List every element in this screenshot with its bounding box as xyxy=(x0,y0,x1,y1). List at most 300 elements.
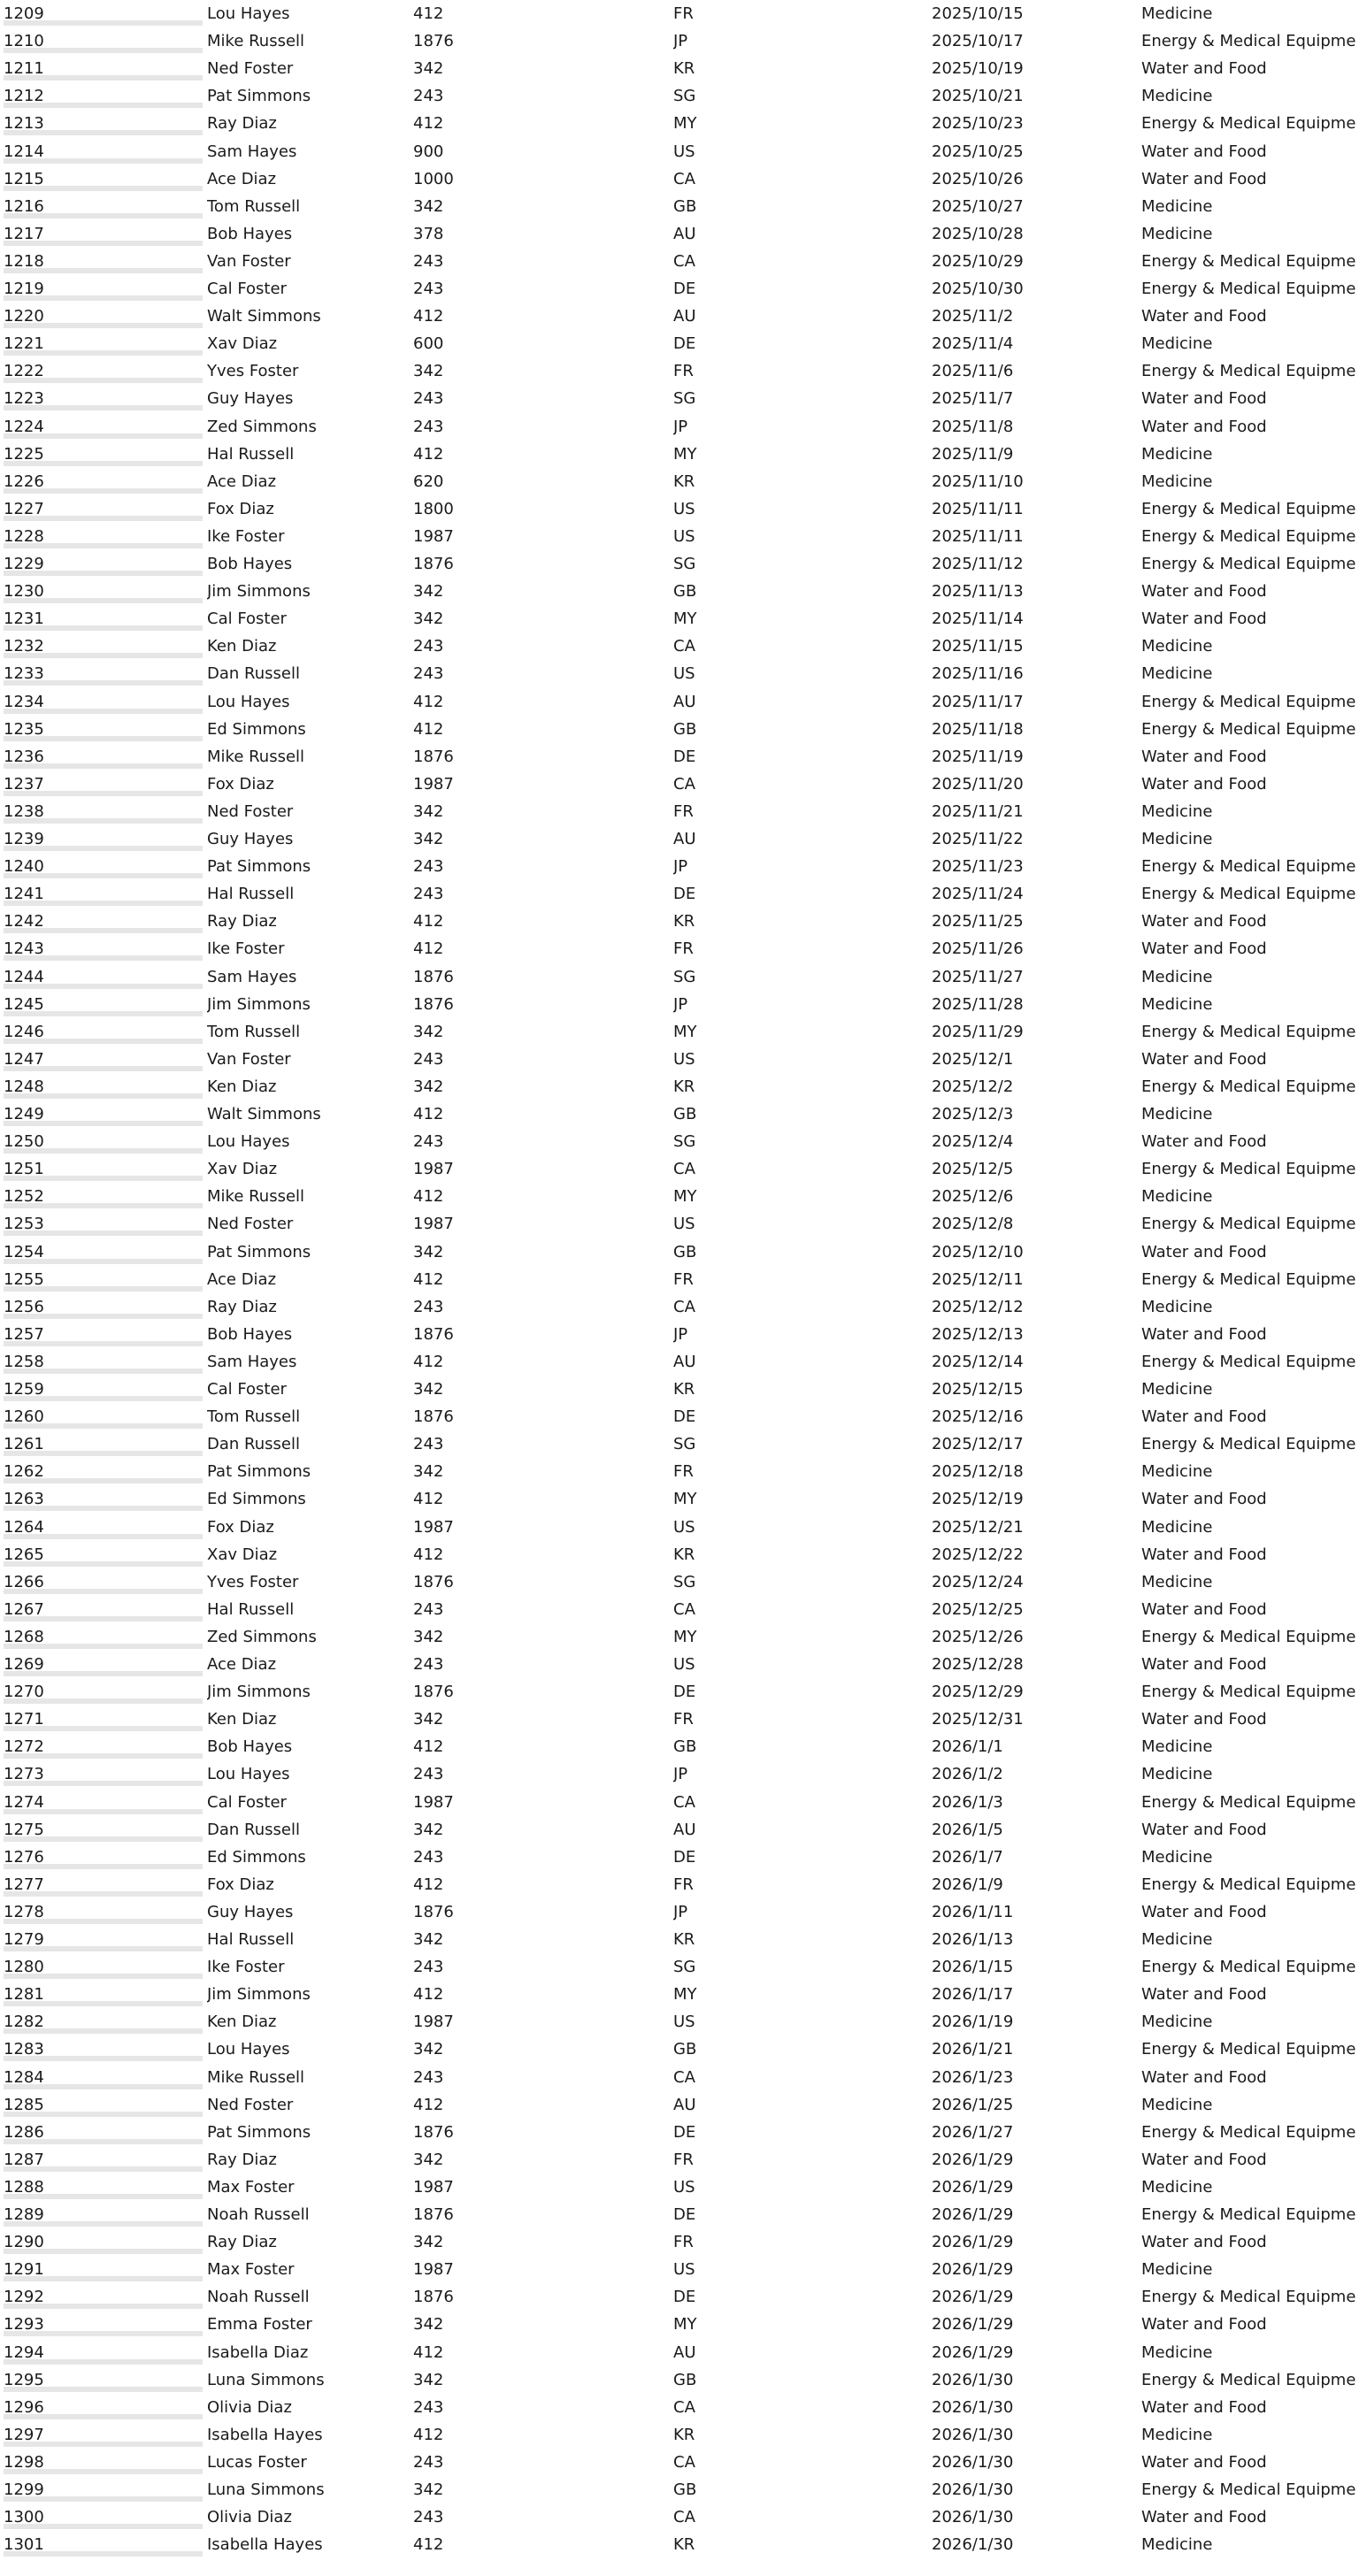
record-id-cell[interactable] xyxy=(4,1183,203,1210)
record-id-cell[interactable] xyxy=(4,1485,203,1513)
category-cell[interactable]: Water and Food xyxy=(1141,1490,1267,1509)
record-id-cell[interactable] xyxy=(4,880,203,908)
category-cell[interactable]: Medicine xyxy=(1141,1517,1213,1537)
record-id-cell[interactable] xyxy=(4,413,203,441)
category-cell[interactable]: Energy & Medical Equipme xyxy=(1141,526,1356,546)
category-cell[interactable]: Energy & Medical Equipme xyxy=(1141,1269,1356,1289)
category-cell[interactable]: Medicine xyxy=(1141,830,1213,848)
country-code-cell[interactable]: AU xyxy=(673,2095,696,2114)
quantity-cell[interactable]: 243 xyxy=(413,2067,444,2087)
date-cell[interactable]: 2025/11/7 xyxy=(932,389,1014,409)
date-cell[interactable]: 2025/12/18 xyxy=(932,1462,1024,1482)
country-code-cell[interactable]: DE xyxy=(673,1847,696,1867)
date-cell[interactable]: 2026/1/9 xyxy=(932,1874,1003,1894)
quantity-cell[interactable]: 342 xyxy=(413,1930,444,1949)
record-id-cell[interactable] xyxy=(4,1568,203,1596)
date-cell[interactable]: 2025/11/21 xyxy=(932,801,1024,821)
person-name-cell[interactable]: Ed Simmons xyxy=(207,1490,306,1509)
record-id-cell[interactable] xyxy=(4,2421,203,2449)
record-id-cell[interactable] xyxy=(4,1430,203,1458)
record-id-cell[interactable] xyxy=(4,1514,203,1541)
date-cell[interactable]: 2025/11/29 xyxy=(932,1022,1024,1041)
record-id-cell[interactable] xyxy=(4,1210,203,1238)
country-code-cell[interactable]: FR xyxy=(673,939,694,959)
country-code-cell[interactable]: JP xyxy=(673,857,688,877)
record-id-cell[interactable] xyxy=(4,138,203,165)
person-name-cell[interactable]: Jim Simmons xyxy=(207,582,311,602)
record-id-cell[interactable] xyxy=(4,55,203,82)
person-name-cell[interactable]: Ike Foster xyxy=(207,526,285,546)
category-cell[interactable]: Energy & Medical Equipme xyxy=(1141,1683,1356,1702)
category-cell[interactable]: Energy & Medical Equipme xyxy=(1141,1958,1356,1977)
quantity-cell[interactable]: 1876 xyxy=(413,2288,454,2307)
date-cell[interactable]: 2025/11/16 xyxy=(932,664,1024,684)
category-cell[interactable]: Medicine xyxy=(1141,801,1213,821)
category-cell[interactable]: Medicine xyxy=(1141,4,1213,23)
quantity-cell[interactable]: 243 xyxy=(413,417,444,436)
person-name-cell[interactable]: Zed Simmons xyxy=(207,417,317,436)
person-name-cell[interactable]: Ace Diaz xyxy=(207,472,277,491)
person-name-cell[interactable]: Ace Diaz xyxy=(207,1655,277,1674)
country-code-cell[interactable]: FR xyxy=(673,1462,694,1482)
category-cell[interactable]: Energy & Medical Equipme xyxy=(1141,555,1356,573)
quantity-cell[interactable]: 243 xyxy=(413,251,444,271)
person-name-cell[interactable]: Tom Russell xyxy=(207,196,301,216)
record-id-cell[interactable] xyxy=(4,2339,203,2366)
category-cell[interactable]: Water and Food xyxy=(1141,2397,1267,2417)
quantity-cell[interactable]: 342 xyxy=(413,2480,444,2499)
date-cell[interactable]: 2025/12/26 xyxy=(932,1627,1024,1646)
person-name-cell[interactable]: Bob Hayes xyxy=(207,1737,293,1757)
person-name-cell[interactable]: Dan Russell xyxy=(207,1435,300,1454)
person-name-cell[interactable]: Lou Hayes xyxy=(207,1132,290,1152)
country-code-cell[interactable]: JP xyxy=(673,32,688,51)
date-cell[interactable]: 2025/12/19 xyxy=(932,1490,1024,1509)
category-cell[interactable]: Energy & Medical Equipme xyxy=(1141,251,1356,271)
record-id-cell[interactable] xyxy=(4,2256,203,2283)
person-name-cell[interactable]: Fox Diaz xyxy=(207,1874,274,1894)
category-cell[interactable]: Medicine xyxy=(1141,1737,1213,1757)
date-cell[interactable]: 2025/11/6 xyxy=(932,362,1014,381)
record-id-cell[interactable] xyxy=(4,303,203,330)
country-code-cell[interactable]: DE xyxy=(673,1683,696,1702)
quantity-cell[interactable]: 900 xyxy=(413,142,444,161)
date-cell[interactable]: 2025/11/18 xyxy=(932,719,1024,739)
country-code-cell[interactable]: AU xyxy=(673,1352,696,1371)
date-cell[interactable]: 2025/11/9 xyxy=(932,444,1014,464)
category-cell[interactable]: Water and Food xyxy=(1141,610,1267,629)
person-name-cell[interactable]: Ned Foster xyxy=(207,1215,294,1234)
date-cell[interactable]: 2025/11/26 xyxy=(932,939,1024,959)
country-code-cell[interactable]: KR xyxy=(673,59,695,79)
country-code-cell[interactable]: GB xyxy=(673,2480,697,2499)
record-id-cell[interactable] xyxy=(4,2311,203,2338)
record-id-cell[interactable] xyxy=(4,1816,203,1844)
date-cell[interactable]: 2025/11/2 xyxy=(932,307,1014,326)
person-name-cell[interactable]: Pat Simmons xyxy=(207,87,311,106)
date-cell[interactable]: 2025/10/30 xyxy=(932,280,1024,298)
category-cell[interactable]: Medicine xyxy=(1141,637,1213,656)
country-code-cell[interactable]: DE xyxy=(673,280,696,298)
record-id-cell[interactable] xyxy=(4,716,203,743)
country-code-cell[interactable]: SG xyxy=(673,1958,696,1977)
category-cell[interactable]: Water and Food xyxy=(1141,939,1267,959)
date-cell[interactable]: 2026/1/29 xyxy=(932,2233,1014,2252)
category-cell[interactable]: Medicine xyxy=(1141,1105,1213,1123)
country-code-cell[interactable]: DE xyxy=(673,885,696,904)
person-name-cell[interactable]: Ray Diaz xyxy=(207,2233,277,2252)
quantity-cell[interactable]: 1987 xyxy=(413,2260,454,2280)
person-name-cell[interactable]: Ray Diaz xyxy=(207,912,277,932)
record-id-cell[interactable] xyxy=(4,523,203,550)
person-name-cell[interactable]: Pat Simmons xyxy=(207,2122,311,2142)
country-code-cell[interactable]: CA xyxy=(673,637,695,656)
record-id-cell[interactable] xyxy=(4,743,203,770)
quantity-cell[interactable]: 1987 xyxy=(413,774,454,794)
record-id-cell[interactable] xyxy=(4,1926,203,1953)
date-cell[interactable]: 2025/12/14 xyxy=(932,1352,1024,1371)
date-cell[interactable]: 2025/12/22 xyxy=(932,1545,1024,1564)
category-cell[interactable]: Energy & Medical Equipme xyxy=(1141,1352,1356,1371)
country-code-cell[interactable]: KR xyxy=(673,1077,695,1096)
date-cell[interactable]: 2025/11/8 xyxy=(932,417,1014,436)
quantity-cell[interactable]: 243 xyxy=(413,1435,444,1454)
person-name-cell[interactable]: Ray Diaz xyxy=(207,2150,277,2169)
quantity-cell[interactable]: 243 xyxy=(413,637,444,656)
person-name-cell[interactable]: Ken Diaz xyxy=(207,2012,277,2032)
quantity-cell[interactable]: 342 xyxy=(413,1462,444,1482)
category-cell[interactable]: Energy & Medical Equipme xyxy=(1141,114,1356,134)
quantity-cell[interactable]: 1876 xyxy=(413,747,454,766)
date-cell[interactable]: 2026/1/11 xyxy=(932,1902,1014,1921)
person-name-cell[interactable]: Van Foster xyxy=(207,251,291,271)
date-cell[interactable]: 2025/12/1 xyxy=(932,1049,1014,1069)
date-cell[interactable]: 2025/12/10 xyxy=(932,1242,1024,1261)
person-name-cell[interactable]: Luna Simmons xyxy=(207,2480,325,2499)
person-name-cell[interactable]: Hal Russell xyxy=(207,444,295,464)
record-id-cell[interactable] xyxy=(4,0,203,27)
country-code-cell[interactable]: FR xyxy=(673,1710,694,1729)
record-id-cell[interactable] xyxy=(4,632,203,660)
date-cell[interactable]: 2026/1/30 xyxy=(932,2425,1014,2444)
person-name-cell[interactable]: Mike Russell xyxy=(207,1187,305,1207)
category-cell[interactable]: Energy & Medical Equipme xyxy=(1141,1874,1356,1894)
category-cell[interactable]: Medicine xyxy=(1141,994,1213,1014)
record-id-cell[interactable] xyxy=(4,1898,203,1926)
category-cell[interactable]: Medicine xyxy=(1141,472,1213,491)
quantity-cell[interactable]: 1876 xyxy=(413,2205,454,2224)
date-cell[interactable]: 2025/10/23 xyxy=(932,114,1024,134)
category-cell[interactable]: Medicine xyxy=(1141,224,1213,243)
record-id-cell[interactable] xyxy=(4,1293,203,1321)
person-name-cell[interactable]: Olivia Diaz xyxy=(207,2397,292,2417)
category-cell[interactable]: Energy & Medical Equipme xyxy=(1141,362,1356,381)
country-code-cell[interactable]: US xyxy=(673,142,695,161)
quantity-cell[interactable]: 1987 xyxy=(413,1792,454,1812)
record-id-cell[interactable] xyxy=(4,1266,203,1293)
quantity-cell[interactable]: 600 xyxy=(413,334,444,354)
record-id-cell[interactable] xyxy=(4,825,203,853)
country-code-cell[interactable]: DE xyxy=(673,2288,696,2307)
record-id-cell[interactable] xyxy=(4,688,203,716)
person-name-cell[interactable]: Fox Diaz xyxy=(207,499,274,518)
quantity-cell[interactable]: 1987 xyxy=(413,526,454,546)
category-cell[interactable]: Energy & Medical Equipme xyxy=(1141,499,1356,518)
date-cell[interactable]: 2026/1/29 xyxy=(932,2150,1014,2169)
quantity-cell[interactable]: 1876 xyxy=(413,994,454,1014)
person-name-cell[interactable]: Guy Hayes xyxy=(207,1902,294,1921)
category-cell[interactable]: Water and Food xyxy=(1141,2067,1267,2087)
person-name-cell[interactable]: Max Foster xyxy=(207,2260,295,2280)
person-name-cell[interactable]: Sam Hayes xyxy=(207,142,297,161)
category-cell[interactable]: Medicine xyxy=(1141,1462,1213,1482)
record-id-cell[interactable] xyxy=(4,2091,203,2119)
country-code-cell[interactable]: FR xyxy=(673,362,694,381)
category-cell[interactable]: Energy & Medical Equipme xyxy=(1141,2040,1356,2059)
country-code-cell[interactable]: CA xyxy=(673,1792,695,1812)
person-name-cell[interactable]: Hal Russell xyxy=(207,1599,295,1619)
record-id-cell[interactable] xyxy=(4,2146,203,2174)
date-cell[interactable]: 2025/12/11 xyxy=(932,1269,1024,1289)
date-cell[interactable]: 2026/1/3 xyxy=(932,1792,1003,1812)
date-cell[interactable]: 2025/12/2 xyxy=(932,1077,1014,1096)
record-id-cell[interactable] xyxy=(4,2036,203,2063)
person-name-cell[interactable]: Noah Russell xyxy=(207,2205,310,2224)
person-name-cell[interactable]: Isabella Hayes xyxy=(207,2535,323,2555)
date-cell[interactable]: 2026/1/7 xyxy=(932,1847,1003,1867)
country-code-cell[interactable]: CA xyxy=(673,251,695,271)
record-id-cell[interactable] xyxy=(4,1844,203,1871)
country-code-cell[interactable]: SG xyxy=(673,1132,696,1152)
record-id-cell[interactable] xyxy=(4,441,203,468)
record-id-cell[interactable] xyxy=(4,1046,203,1073)
record-id-cell[interactable] xyxy=(4,550,203,578)
category-cell[interactable]: Water and Food xyxy=(1141,2315,1267,2334)
date-cell[interactable]: 2025/12/29 xyxy=(932,1683,1024,1702)
date-cell[interactable]: 2025/11/14 xyxy=(932,610,1024,629)
date-cell[interactable]: 2025/12/8 xyxy=(932,1215,1014,1234)
category-cell[interactable]: Medicine xyxy=(1141,2260,1213,2280)
person-name-cell[interactable]: Olivia Diaz xyxy=(207,2508,292,2527)
record-id-cell[interactable] xyxy=(4,1376,203,1403)
record-id-cell[interactable] xyxy=(4,2228,203,2256)
quantity-cell[interactable]: 342 xyxy=(413,2150,444,2169)
record-id-cell[interactable] xyxy=(4,578,203,605)
date-cell[interactable]: 2025/12/28 xyxy=(932,1655,1024,1674)
country-code-cell[interactable]: AU xyxy=(673,1820,696,1839)
country-code-cell[interactable]: FR xyxy=(673,1874,694,1894)
country-code-cell[interactable]: CA xyxy=(673,2397,695,2417)
record-id-cell[interactable] xyxy=(4,2366,203,2394)
category-cell[interactable]: Water and Food xyxy=(1141,417,1267,436)
person-name-cell[interactable]: Mike Russell xyxy=(207,747,305,766)
date-cell[interactable]: 2026/1/29 xyxy=(932,2342,1014,2362)
person-name-cell[interactable]: Guy Hayes xyxy=(207,389,294,409)
quantity-cell[interactable]: 1876 xyxy=(413,1683,454,1702)
country-code-cell[interactable]: CA xyxy=(673,1160,695,1179)
category-cell[interactable]: Energy & Medical Equipme xyxy=(1141,719,1356,739)
country-code-cell[interactable]: JP xyxy=(673,994,688,1014)
record-id-cell[interactable] xyxy=(4,1981,203,2008)
person-name-cell[interactable]: Lou Hayes xyxy=(207,1765,290,1784)
country-code-cell[interactable]: KR xyxy=(673,1545,695,1564)
country-code-cell[interactable]: GB xyxy=(673,1737,697,1757)
category-cell[interactable]: Energy & Medical Equipme xyxy=(1141,1215,1356,1234)
date-cell[interactable]: 2026/1/30 xyxy=(932,2535,1014,2555)
date-cell[interactable]: 2025/10/28 xyxy=(932,224,1024,243)
category-cell[interactable]: Energy & Medical Equipme xyxy=(1141,2205,1356,2224)
date-cell[interactable]: 2025/11/23 xyxy=(932,857,1024,877)
record-id-cell[interactable] xyxy=(4,1321,203,1348)
person-name-cell[interactable]: Zed Simmons xyxy=(207,1627,317,1646)
category-cell[interactable]: Water and Food xyxy=(1141,1545,1267,1564)
country-code-cell[interactable]: JP xyxy=(673,1902,688,1921)
quantity-cell[interactable]: 1987 xyxy=(413,1215,454,1234)
quantity-cell[interactable]: 412 xyxy=(413,1269,444,1289)
record-id-cell[interactable] xyxy=(4,2449,203,2476)
quantity-cell[interactable]: 412 xyxy=(413,2342,444,2362)
category-cell[interactable]: Medicine xyxy=(1141,1380,1213,1399)
country-code-cell[interactable]: US xyxy=(673,1517,695,1537)
person-name-cell[interactable]: Jim Simmons xyxy=(207,1683,311,1702)
date-cell[interactable]: 2026/1/25 xyxy=(932,2095,1014,2114)
record-id-cell[interactable] xyxy=(4,605,203,632)
date-cell[interactable]: 2025/11/13 xyxy=(932,582,1024,602)
category-cell[interactable]: Water and Food xyxy=(1141,307,1267,326)
quantity-cell[interactable]: 412 xyxy=(413,444,444,464)
quantity-cell[interactable]: 243 xyxy=(413,1847,444,1867)
category-cell[interactable]: Water and Food xyxy=(1141,1655,1267,1674)
quantity-cell[interactable]: 1876 xyxy=(413,1324,454,1344)
category-cell[interactable]: Water and Food xyxy=(1141,59,1267,79)
person-name-cell[interactable]: Lucas Foster xyxy=(207,2452,307,2472)
country-code-cell[interactable]: GB xyxy=(673,719,697,739)
quantity-cell[interactable]: 412 xyxy=(413,1737,444,1757)
date-cell[interactable]: 2026/1/30 xyxy=(932,2508,1014,2527)
date-cell[interactable]: 2025/11/19 xyxy=(932,747,1024,766)
country-code-cell[interactable]: AU xyxy=(673,2342,696,2362)
record-id-cell[interactable] xyxy=(4,1238,203,1266)
date-cell[interactable]: 2026/1/29 xyxy=(932,2260,1014,2280)
category-cell[interactable]: Medicine xyxy=(1141,444,1213,464)
person-name-cell[interactable]: Bob Hayes xyxy=(207,224,293,243)
category-cell[interactable]: Water and Food xyxy=(1141,1132,1267,1152)
category-cell[interactable]: Water and Food xyxy=(1141,582,1267,602)
date-cell[interactable]: 2025/12/13 xyxy=(932,1324,1024,1344)
person-name-cell[interactable]: Dan Russell xyxy=(207,664,300,684)
quantity-cell[interactable]: 342 xyxy=(413,1627,444,1646)
country-code-cell[interactable]: AU xyxy=(673,224,696,243)
category-cell[interactable]: Medicine xyxy=(1141,2177,1213,2196)
category-cell[interactable]: Water and Food xyxy=(1141,2150,1267,2169)
country-code-cell[interactable]: KR xyxy=(673,2535,695,2555)
quantity-cell[interactable]: 243 xyxy=(413,2397,444,2417)
quantity-cell[interactable]: 1987 xyxy=(413,2012,454,2032)
record-id-cell[interactable] xyxy=(4,1651,203,1678)
record-id-cell[interactable] xyxy=(4,1100,203,1128)
country-code-cell[interactable]: FR xyxy=(673,1269,694,1289)
date-cell[interactable]: 2026/1/21 xyxy=(932,2040,1014,2059)
country-code-cell[interactable]: CA xyxy=(673,2508,695,2527)
date-cell[interactable]: 2025/10/17 xyxy=(932,32,1024,51)
country-code-cell[interactable]: US xyxy=(673,2177,695,2196)
record-id-cell[interactable] xyxy=(4,660,203,687)
category-cell[interactable]: Energy & Medical Equipme xyxy=(1141,1435,1356,1454)
quantity-cell[interactable]: 1987 xyxy=(413,1160,454,1179)
quantity-cell[interactable]: 342 xyxy=(413,2370,444,2389)
person-name-cell[interactable]: Hal Russell xyxy=(207,1930,295,1949)
date-cell[interactable]: 2026/1/30 xyxy=(932,2452,1014,2472)
quantity-cell[interactable]: 1876 xyxy=(413,32,454,51)
country-code-cell[interactable]: JP xyxy=(673,1765,688,1784)
country-code-cell[interactable]: AU xyxy=(673,307,696,326)
date-cell[interactable]: 2025/12/6 xyxy=(932,1187,1014,1207)
category-cell[interactable]: Energy & Medical Equipme xyxy=(1141,1792,1356,1812)
quantity-cell[interactable]: 1876 xyxy=(413,1572,454,1591)
date-cell[interactable]: 2025/11/27 xyxy=(932,967,1024,986)
country-code-cell[interactable]: CA xyxy=(673,2067,695,2087)
date-cell[interactable]: 2026/1/30 xyxy=(932,2397,1014,2417)
person-name-cell[interactable]: Pat Simmons xyxy=(207,857,311,877)
country-code-cell[interactable]: US xyxy=(673,526,695,546)
person-name-cell[interactable]: Ned Foster xyxy=(207,2095,294,2114)
record-id-cell[interactable] xyxy=(4,935,203,962)
category-cell[interactable]: Water and Food xyxy=(1141,1599,1267,1619)
country-code-cell[interactable]: DE xyxy=(673,334,696,354)
country-code-cell[interactable]: GB xyxy=(673,2370,697,2389)
record-id-cell[interactable] xyxy=(4,1706,203,1733)
quantity-cell[interactable]: 1800 xyxy=(413,499,454,518)
category-cell[interactable]: Energy & Medical Equipme xyxy=(1141,1022,1356,1041)
record-id-cell[interactable] xyxy=(4,853,203,880)
quantity-cell[interactable]: 1987 xyxy=(413,2177,454,2196)
country-code-cell[interactable]: SG xyxy=(673,555,696,573)
date-cell[interactable]: 2025/10/29 xyxy=(932,251,1024,271)
person-name-cell[interactable]: Fox Diaz xyxy=(207,1517,274,1537)
person-name-cell[interactable]: Yves Foster xyxy=(207,362,299,381)
record-id-cell[interactable] xyxy=(4,2531,203,2558)
country-code-cell[interactable]: DE xyxy=(673,1407,696,1427)
country-code-cell[interactable]: DE xyxy=(673,747,696,766)
person-name-cell[interactable]: Fox Diaz xyxy=(207,774,274,794)
date-cell[interactable]: 2025/12/16 xyxy=(932,1407,1024,1427)
category-cell[interactable]: Medicine xyxy=(1141,2012,1213,2032)
quantity-cell[interactable]: 412 xyxy=(413,1545,444,1564)
record-id-cell[interactable] xyxy=(4,1760,203,1788)
record-id-cell[interactable] xyxy=(4,1678,203,1706)
record-id-cell[interactable] xyxy=(4,1073,203,1100)
category-cell[interactable]: Water and Food xyxy=(1141,1985,1267,2005)
person-name-cell[interactable]: Ed Simmons xyxy=(207,1847,306,1867)
quantity-cell[interactable]: 412 xyxy=(413,692,444,711)
quantity-cell[interactable]: 412 xyxy=(413,1985,444,2005)
record-id-cell[interactable] xyxy=(4,82,203,110)
person-name-cell[interactable]: Cal Foster xyxy=(207,1792,287,1812)
quantity-cell[interactable]: 412 xyxy=(413,1105,444,1123)
record-id-cell[interactable] xyxy=(4,1953,203,1981)
person-name-cell[interactable]: Isabella Diaz xyxy=(207,2342,309,2362)
quantity-cell[interactable]: 342 xyxy=(413,1380,444,1399)
person-name-cell[interactable]: Cal Foster xyxy=(207,280,287,298)
record-id-cell[interactable] xyxy=(4,495,203,523)
category-cell[interactable]: Medicine xyxy=(1141,334,1213,354)
person-name-cell[interactable]: Ken Diaz xyxy=(207,1077,277,1096)
country-code-cell[interactable]: SG xyxy=(673,1435,696,1454)
country-code-cell[interactable]: KR xyxy=(673,912,695,932)
quantity-cell[interactable]: 342 xyxy=(413,196,444,216)
category-cell[interactable]: Medicine xyxy=(1141,1187,1213,1207)
country-code-cell[interactable]: AU xyxy=(673,692,696,711)
